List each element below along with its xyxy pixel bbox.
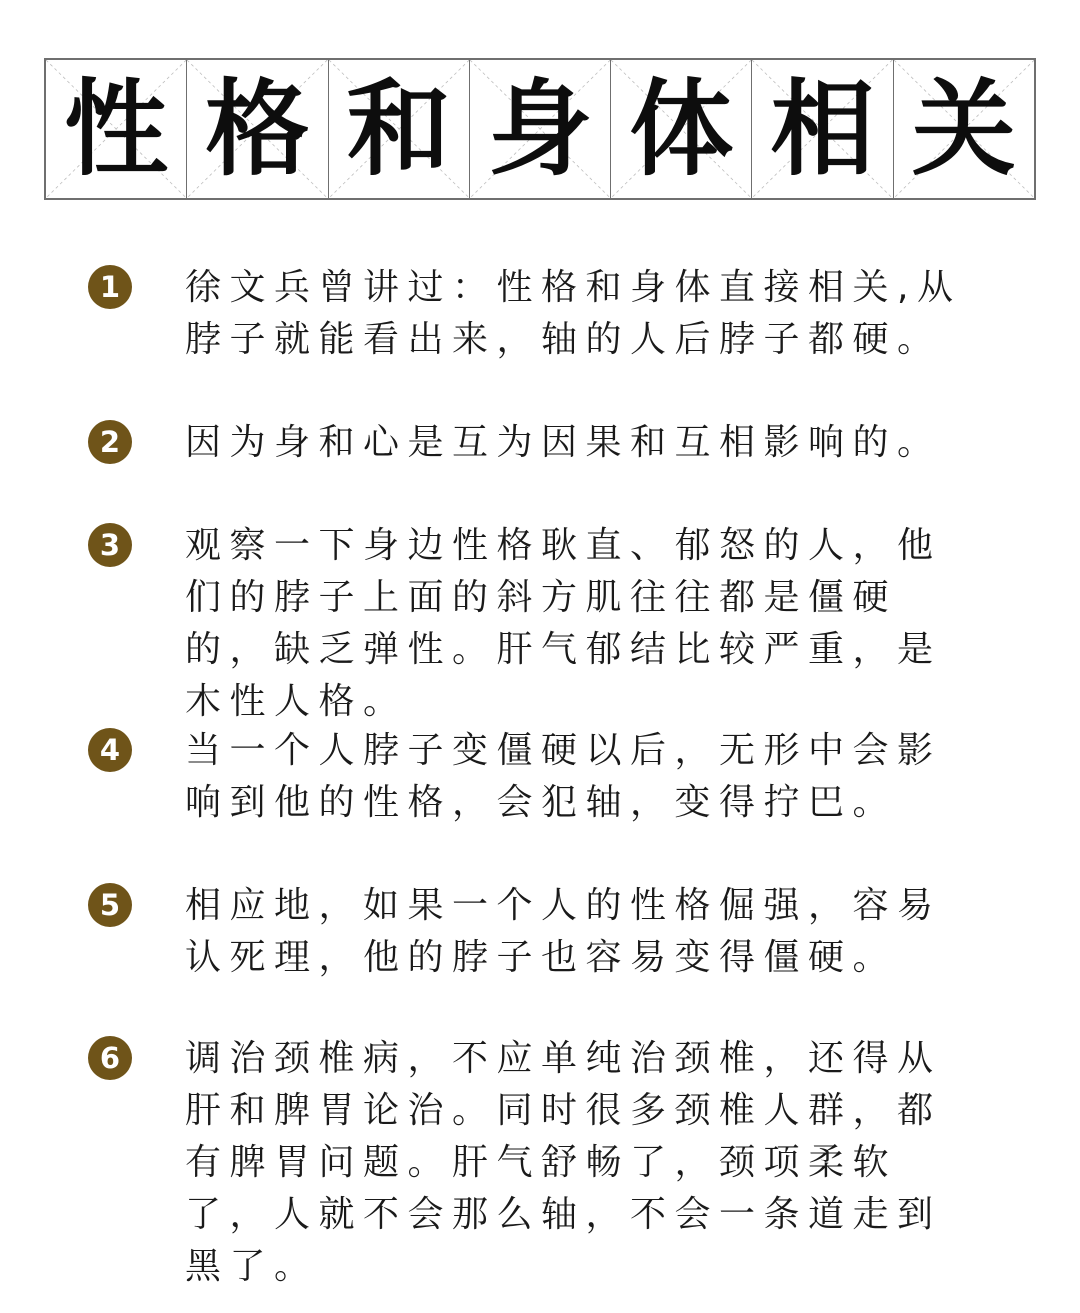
item-text: 观察一下身边性格耿直、郁怒的人，他们的脖子上面的斜方肌往往都是僵硬的，缺乏弹性。肝气郁结比较严重，是木性人格。 — [185, 525, 942, 722]
badge-number: 4 — [99, 732, 121, 767]
title-char: 性 — [64, 68, 169, 190]
item-text: 当一个人脖子变僵硬以后，无形中会影响到他的性格，会犯轴，变得拧巴。 — [185, 730, 942, 823]
badge-number: 1 — [99, 269, 121, 304]
item-text: 调治颈椎病，不应单纯治颈椎，还得从肝和脾胃论治。同时很多颈椎人群，都有脾胃问题。肝气舒畅了，颈项柔软了，人就不会那么轴，不会一条道走到黑了。 — [185, 1038, 942, 1287]
badge-number: 6 — [99, 1040, 121, 1075]
badge-number: 5 — [99, 887, 121, 922]
title-char: 相 — [770, 68, 875, 190]
number-badge — [88, 883, 132, 927]
badge-number: 3 — [99, 527, 121, 562]
title-char: 体 — [629, 68, 734, 190]
title-char: 和 — [346, 68, 451, 190]
number-badge — [88, 523, 132, 567]
number-badge — [88, 728, 132, 772]
item-text: 相应地，如果一个人的性格倔强，容易认死理，他的脖子也容易变得僵硬。 — [185, 885, 942, 978]
number-badge — [88, 265, 132, 309]
title-char: 身 — [487, 68, 592, 190]
title-char: 格 — [205, 68, 310, 190]
badge-number: 2 — [99, 424, 121, 459]
item-text: 因为身和心是互为因果和互相影响的。 — [185, 422, 942, 463]
item-text: 徐文兵曾讲过：性格和身体直接相关,从脖子就能看出来，轴的人后脖子都硬。 — [185, 267, 962, 360]
number-badge — [88, 420, 132, 464]
number-badge — [88, 1036, 132, 1080]
title-char: 关 — [911, 68, 1016, 190]
